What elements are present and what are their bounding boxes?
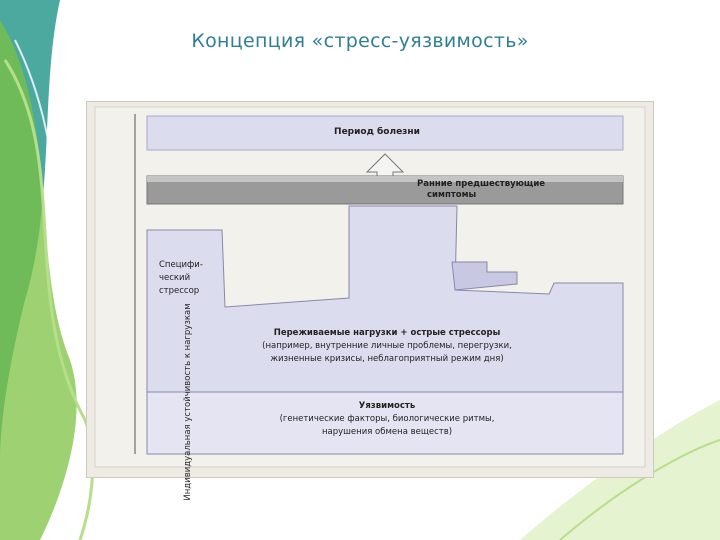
loads-line2: жизненные кризисы, неблагоприятный режим дня)	[270, 354, 504, 364]
vulnerability-block	[227, 400, 547, 439]
loads-block	[207, 327, 567, 366]
illness-period-label: Период болезни	[334, 127, 420, 137]
early-symptoms-line2: симптомы	[427, 190, 477, 200]
vulnerability-line2: нарушения обмена веществ)	[321, 427, 453, 437]
early-symptoms-label	[417, 179, 545, 201]
early-symptoms-line1: Ранние предшествующие	[417, 179, 546, 189]
y-axis-label: Индивидуальная устойчивость к нагрузкам	[183, 303, 193, 501]
vulnerability-title: Уязвимость	[358, 401, 416, 411]
loads-line1: (например, внутренние личные проблемы, перегрузки,	[262, 341, 512, 351]
vulnerability-line1: (генетические факторы, биологические ритмы,	[279, 414, 495, 424]
diagram-photo	[86, 101, 654, 501]
slide-title: Концепция «стресс-уязвимость»	[191, 30, 529, 52]
loads-title: Переживаемые нагрузки + острые стрессоры	[273, 328, 501, 338]
specific-stressor-line3: стрессор	[159, 286, 200, 296]
specific-stressor-line2: ческий	[159, 273, 191, 283]
specific-stressor-label	[159, 259, 203, 298]
specific-stressor-line1: Специфи-	[159, 260, 203, 270]
